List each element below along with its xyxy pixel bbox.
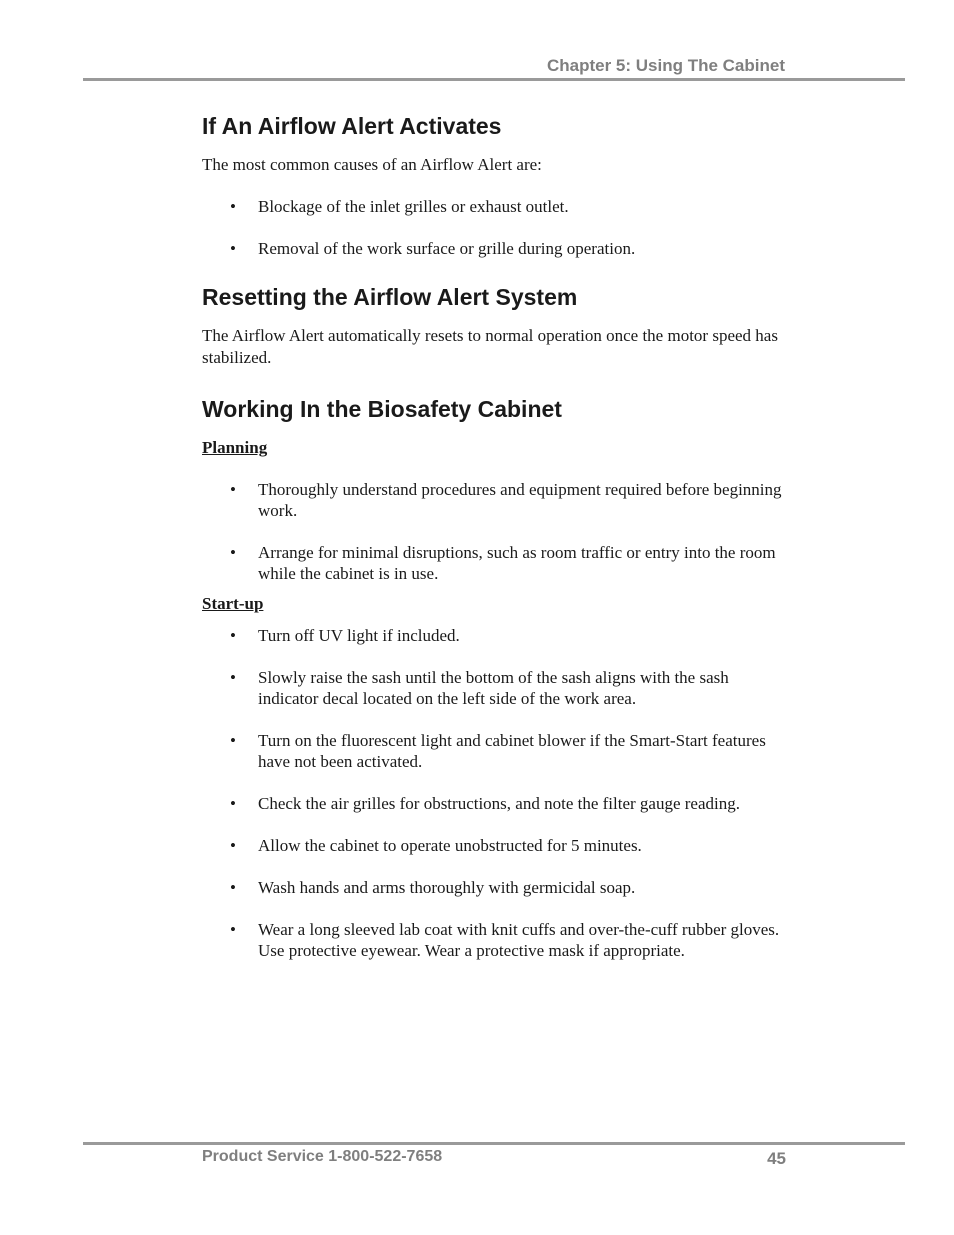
- header-divider: [83, 78, 905, 81]
- airflow-alert-causes-list: [202, 196, 792, 259]
- list-item: • Wash hands and arms thoroughly with germicidal soap.: [230, 878, 636, 897]
- bullet-icon: •: [230, 239, 236, 258]
- bullet-icon: •: [230, 836, 236, 855]
- bullet-icon: •: [230, 480, 236, 499]
- bullet-icon: •: [230, 626, 236, 645]
- bullet-icon: •: [230, 878, 236, 897]
- list-item: • Wear a long sleeved lab coat with knit cuffs and over-the-cuff rubber gloves. Use protective eyewear. Wear a protective mask if appropriate.: [230, 920, 780, 960]
- bullet-icon: •: [230, 668, 236, 687]
- airflow-alert-heading: If An Airflow Alert Activates: [202, 113, 502, 139]
- footer-divider: [83, 1142, 905, 1145]
- bullet-icon: •: [230, 920, 236, 939]
- list-item: • Arrange for minimal disruptions, such as room traffic or entry into the room while the cabinet is in use.: [230, 543, 776, 583]
- working-heading: Working In the Biosafety Cabinet: [202, 396, 562, 422]
- list-item: • Thoroughly understand procedures and equipment required before beginning work.: [230, 480, 782, 520]
- resetting-text: The Airflow Alert automatically resets to normal operation once the motor speed has stabilized.: [202, 326, 778, 367]
- bullet-icon: •: [230, 197, 236, 216]
- bullet-icon: •: [230, 543, 236, 562]
- startup-subheading: Start-up: [202, 594, 264, 613]
- list-item: • Allow the cabinet to operate unobstructed for 5 minutes.: [230, 836, 642, 855]
- page-number: 45: [767, 1149, 786, 1168]
- list-item: • Check the air grilles for obstructions, and note the filter gauge reading.: [230, 794, 740, 813]
- resetting-heading: Resetting the Airflow Alert System: [202, 284, 578, 310]
- product-service-phone: Product Service 1-800-522-7658: [202, 1148, 443, 1165]
- page-content: [202, 112, 792, 961]
- planning-list: [202, 479, 792, 584]
- bullet-icon: •: [230, 731, 236, 750]
- bullet-icon: •: [230, 794, 236, 813]
- airflow-alert-intro: The most common causes of an Airflow Alert are:: [202, 155, 542, 174]
- chapter-title: Chapter 5: Using The Cabinet: [546, 56, 785, 75]
- list-item: • Blockage of the inlet grilles or exhaust outlet.: [230, 197, 569, 216]
- list-item: • Turn off UV light if included.: [230, 626, 460, 645]
- list-item: • Removal of the work surface or grille during operation.: [230, 239, 636, 258]
- startup-list: [202, 625, 792, 961]
- planning-subheading: Planning: [202, 438, 268, 457]
- list-item: • Slowly raise the sash until the bottom of the sash aligns with the sash indicator decal located on the left side of the work area.: [230, 668, 729, 708]
- list-item: • Turn on the fluorescent light and cabinet blower if the Smart-Start features have not been activated.: [230, 731, 766, 771]
